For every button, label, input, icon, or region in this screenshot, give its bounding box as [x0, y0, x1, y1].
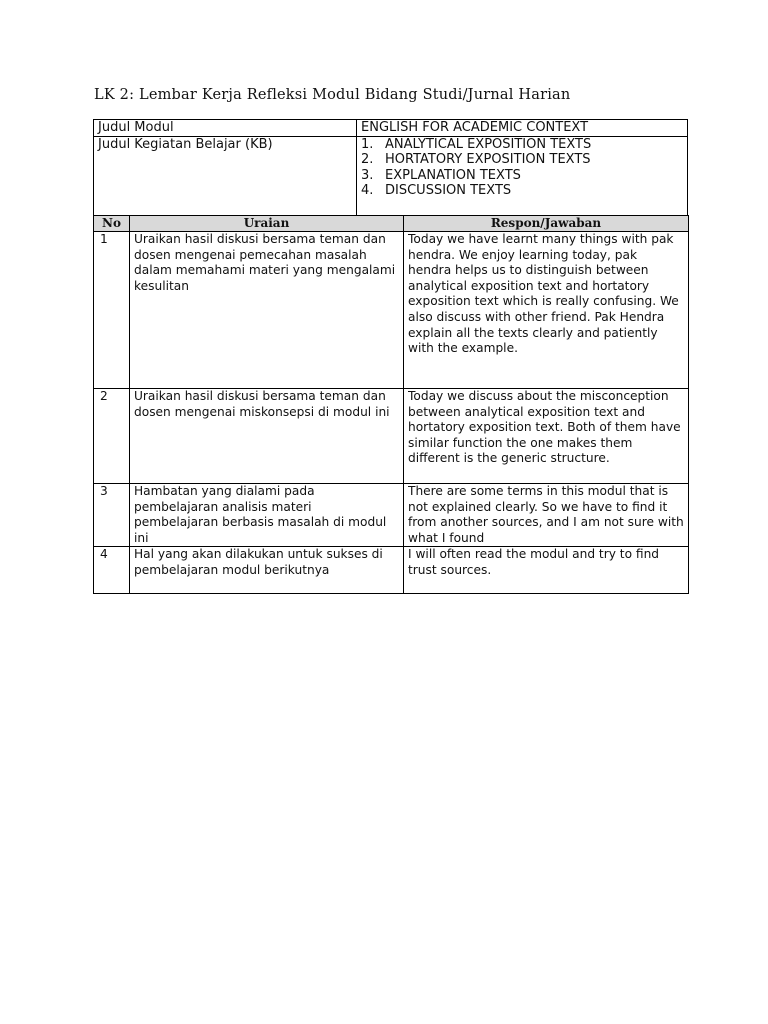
- module-title-label: Judul Modul: [94, 120, 357, 137]
- learning-activity-item: [361, 137, 683, 153]
- row-uraian-cell: [130, 547, 404, 594]
- row-uraian-cell: [130, 484, 404, 547]
- table-row: [94, 389, 689, 484]
- row-number: 4: [94, 547, 130, 594]
- list-number: 3.: [361, 167, 374, 183]
- row-number: 1: [94, 232, 130, 389]
- row-respon: Today we have learnt many things with pak hendra. We enjoy learning today, pak hendra helps us to distinguish between analytical exposition text and hortatory exposition text which is really confusing. We also discuss with other friend. Pak Hendra explain all the texts clearly and patiently with the example.: [408, 232, 679, 356]
- list-item-text: ANALYTICAL EXPOSITION TEXTS: [385, 136, 592, 152]
- learning-activity-item: [361, 183, 683, 199]
- module-title-row: [94, 120, 688, 137]
- row-uraian: Hal yang akan dilakukan untuk sukses di pembelajaran modul berikutnya: [134, 547, 383, 577]
- list-item-text: DISCUSSION TEXTS: [385, 183, 512, 198]
- learning-activity-item: [361, 152, 683, 168]
- table-row: [94, 484, 689, 547]
- list-number: 4.: [361, 183, 374, 198]
- row-respon-cell: [404, 547, 689, 594]
- learning-activity-item: [361, 168, 683, 184]
- list-number: 2.: [361, 152, 374, 167]
- learning-activity-label: Judul Kegiatan Belajar (KB): [94, 136, 357, 215]
- row-uraian-cell: [130, 389, 404, 484]
- list-number: 1.: [361, 136, 374, 152]
- learning-activity-value: [357, 136, 688, 215]
- reflection-table: [93, 215, 689, 594]
- table-row: [94, 547, 689, 594]
- row-respon-cell: [404, 389, 689, 484]
- header-respon: Respon/Jawaban: [404, 216, 689, 232]
- row-respon: There are some terms in this modul that is not explained clearly. So we have to find it from another sources, and I am not sure with what I found: [408, 484, 684, 545]
- document-title: LK 2: Lembar Kerja Refleksi Modul Bidang Studi/Jurnal Harian: [94, 87, 571, 103]
- row-respon: I will often read the modul and try to find trust sources.: [408, 547, 660, 577]
- row-uraian: Hambatan yang dialami pada pembelajaran analisis materi pembelajaran berbasis masalah di modul ini: [134, 484, 387, 545]
- learning-activity-row: [94, 136, 688, 215]
- row-uraian: Uraikan hasil diskusi bersama teman dan dosen mengenai pemecahan masalah dalam memahami materi yang mengalami kesulitan: [134, 232, 396, 293]
- module-info-table: [93, 119, 688, 216]
- module-title-value: ENGLISH FOR ACADEMIC CONTEXT: [357, 120, 688, 137]
- table-header-row: [94, 216, 689, 232]
- row-uraian-cell: [130, 232, 404, 389]
- learning-activity-list: [361, 137, 683, 199]
- list-item-text: HORTATORY EXPOSITION TEXTS: [385, 152, 591, 167]
- header-uraian: Uraian: [130, 216, 404, 232]
- header-no: No: [94, 216, 130, 232]
- row-respon-cell: [404, 232, 689, 389]
- table-row: [94, 232, 689, 389]
- list-item-text: EXPLANATION TEXTS: [385, 167, 521, 183]
- row-number: 3: [94, 484, 130, 547]
- row-number: 2: [94, 389, 130, 484]
- row-respon: Today we discuss about the misconception between analytical exposition text and hortatory exposition text. Both of them have similar function the one makes them different is the generic structure.: [408, 389, 681, 466]
- row-uraian: Uraikan hasil diskusi bersama teman dan dosen mengenai miskonsepsi di modul ini: [134, 389, 390, 419]
- row-respon-cell: [404, 484, 689, 547]
